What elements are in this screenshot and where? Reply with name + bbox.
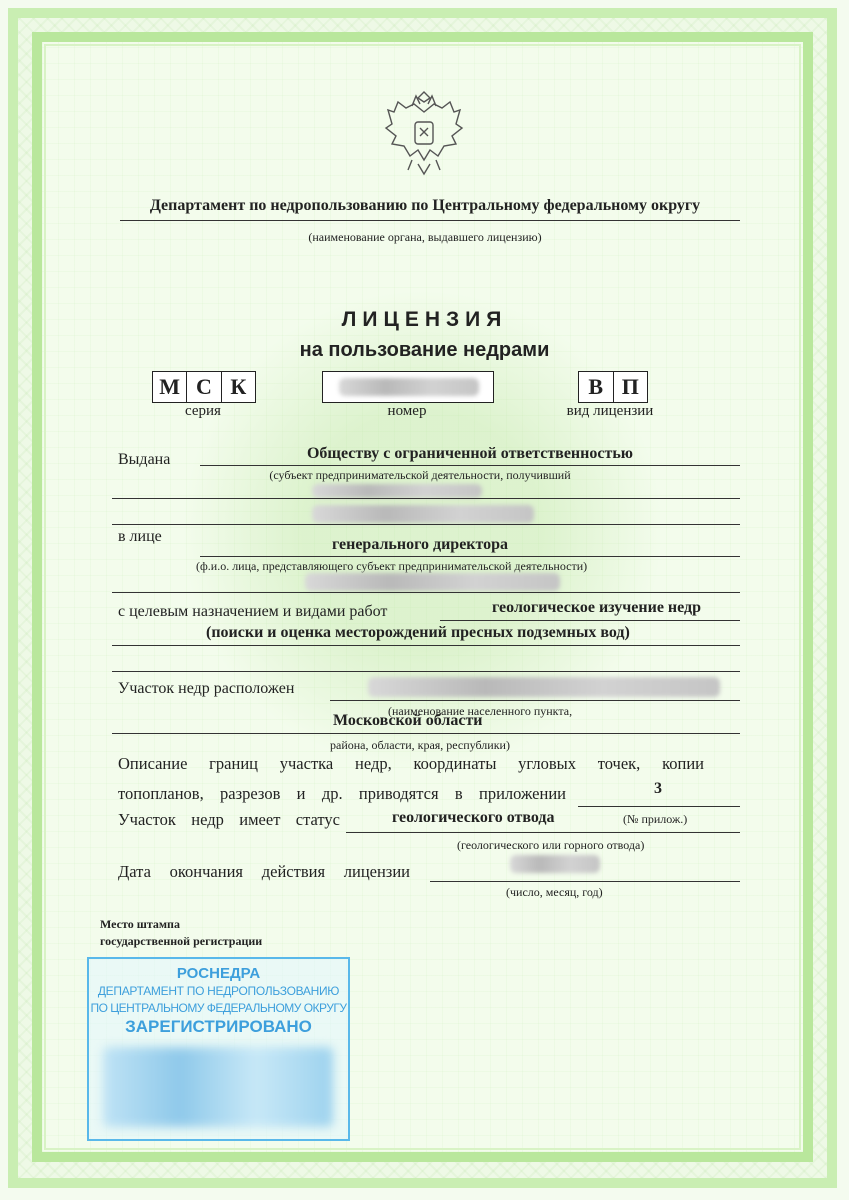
issued-to-value: Обществу с ограниченной ответственностью	[306, 445, 634, 462]
stamp-place-line1: Место штампа	[100, 917, 180, 931]
issued-to-line-2	[112, 498, 740, 499]
stamp-line1: РОСНЕДРА	[176, 965, 261, 982]
purpose-underline-3	[112, 671, 740, 672]
location-underline-2	[112, 733, 740, 734]
license-type-box	[578, 371, 648, 403]
redacted-number	[339, 378, 479, 396]
issued-to-label: Выдана	[118, 451, 171, 468]
series-letter: М	[153, 372, 187, 402]
status-label: Участок недр имеет статус	[118, 810, 340, 829]
purpose-label: с целевым назначением и видами работ	[118, 603, 388, 620]
expiry-label: Дата окончания действия лицензии	[118, 862, 410, 881]
location-caption-2: района, области, края, республики)	[330, 738, 510, 752]
redacted-expiry-date	[510, 855, 600, 873]
redacted-location	[368, 677, 720, 697]
license-type-label: вид лицензии	[566, 403, 654, 419]
purpose-underline-2	[112, 645, 740, 646]
stamp-place-line2: государственной регистрации	[100, 934, 263, 948]
license-type-letter: П	[621, 374, 639, 399]
location-label: Участок недр расположен	[118, 680, 295, 697]
redacted-representative-name	[305, 573, 560, 591]
location-value: Московской области	[333, 712, 483, 729]
location-caption-1: (наименование населенного пункта,	[388, 704, 573, 718]
purpose-value-line1: геологическое изучение недр	[492, 599, 702, 616]
series-letter: С	[187, 372, 221, 402]
representative-caption: (ф.и.о. лица, представляющего субъект предпринимательской деятельности)	[196, 559, 588, 573]
issued-to-caption: (субъект предпринимательской деятельности, получивший	[269, 468, 571, 482]
stamp-line3: ПО ЦЕНТРАЛЬНОМУ ФЕДЕРАЛЬНОМУ ОКРУГУ	[90, 1001, 347, 1015]
stamp-line4: ЗАРЕГИСТРИРОВАНО	[125, 1017, 312, 1036]
appendix-caption: (№ прилож.)	[623, 812, 688, 826]
redacted-company-details	[312, 505, 534, 523]
series-box	[152, 371, 256, 403]
expiry-underline	[430, 881, 740, 882]
redacted-stamp-details	[103, 1047, 333, 1127]
page-subtitle: на пользование недрами	[299, 339, 550, 361]
representative-value: генерального директора	[331, 536, 509, 553]
expiry-caption: (число, месяц, год)	[506, 885, 603, 899]
issuer-name: Департамент по недропользованию по Центральному федеральному округу	[149, 197, 701, 214]
status-underline	[346, 832, 740, 833]
appendix-number: 3	[654, 780, 662, 797]
stamp-line2: ДЕПАРТАМЕНТ ПО НЕДРОПОЛЬЗОВАНИЮ	[97, 984, 340, 998]
issued-to-line-3	[112, 524, 740, 525]
series-letter: К	[230, 374, 247, 399]
registration-stamp	[87, 957, 350, 1141]
boundaries-text-2: топопланов, разрезов и др. приводятся в приложении	[118, 784, 566, 803]
boundaries-text-1: Описание границ участка недр, координаты угловых точек, копии	[118, 754, 704, 773]
status-caption: (геологического или горного отвода)	[457, 838, 645, 852]
issuer-underline	[120, 220, 740, 221]
page-title: ЛИЦЕНЗИЯ	[341, 308, 508, 331]
purpose-underline-1	[440, 620, 740, 621]
representative-line-2	[112, 592, 740, 593]
redacted-company-name	[312, 484, 482, 498]
issued-to-underline	[200, 465, 740, 466]
coat-of-arms-icon	[384, 90, 464, 176]
issuer-caption: (наименование органа, выдавшего лицензию)	[308, 230, 542, 244]
representative-underline	[200, 556, 740, 557]
appendix-underline	[578, 806, 740, 807]
purpose-value-line2: (поиски и оценка месторождений пресных подземных вод)	[206, 624, 630, 641]
status-value: геологического отвода	[392, 809, 555, 826]
number-box	[322, 371, 494, 403]
license-type-letter: В	[579, 372, 614, 402]
representative-label: в лице	[118, 528, 162, 545]
number-label: номер	[387, 403, 427, 419]
series-label: серия	[185, 403, 221, 419]
location-underline	[330, 700, 740, 701]
